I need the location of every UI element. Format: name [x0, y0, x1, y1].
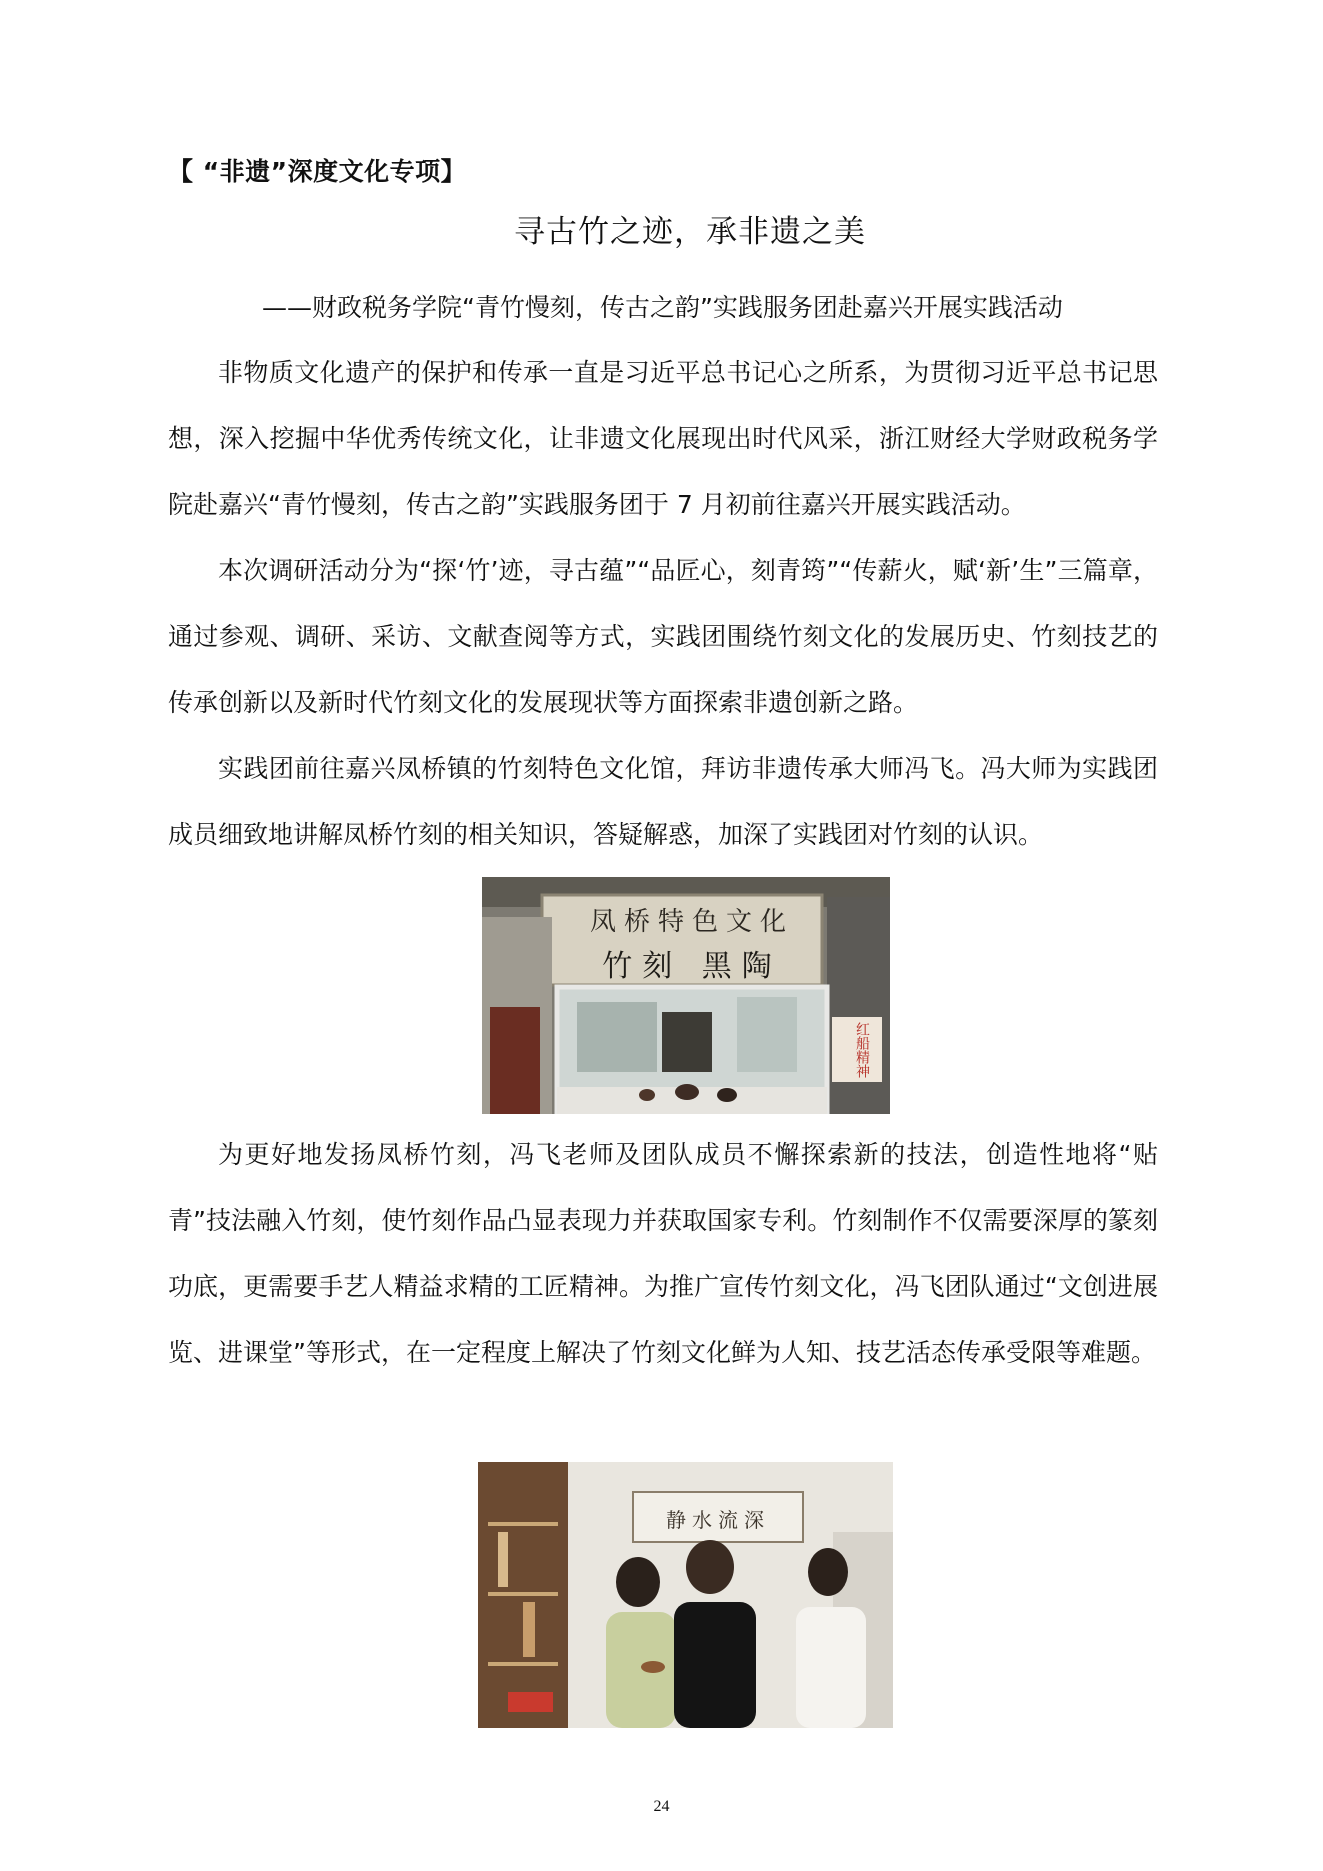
paragraph-4: 为更好地发扬凤桥竹刻，冯飞老师及团队成员不懈探索新的技法，创造性地将“贴青”技法融入竹刻，使竹刻作品凸显表现力并获取国家专利。竹刻制作不仅需要深厚的篆刻功底，更需要手艺人精益求精的工匠精神。为推广宣传竹刻文化，冯飞团队通过“文创进展览、进课堂”等形式，在一定程度上解决了竹刻文化鲜为人知、技艺活态传承受限等难题。 — [168, 1140, 1158, 1367]
page-number: 24 — [653, 1798, 670, 1815]
shop-sign-line2: 竹刻 黑陶 — [602, 949, 782, 984]
article-subtitle: ——财政税务学院“青竹慢刻，传古之韵”实践服务团赴嘉兴开展实践活动 — [262, 293, 1063, 322]
banner-text: 红船精神 — [854, 1022, 870, 1078]
photo-visit-art — [478, 1462, 893, 1728]
article-title: 寻古竹之迹，承非遗之美 — [514, 214, 866, 250]
photo-shop-front — [482, 877, 890, 1114]
paragraph-2: 本次调研活动分为“探‘竹’迹，寻古蕴”“品匠心，刻青筠”“传薪火，赋‘新’生”三篇章，通过参观、调研、采访、文献查阅等方式，实践团围绕竹刻文化的发展历史、竹刻技艺的传承创新以及新时代竹刻文化的发展现状等方面探索非遗创新之路。 — [168, 556, 1158, 717]
section-tag: 【 “非遗”深度文化专项】 — [168, 157, 467, 186]
calligraphy-scroll: 静水流深 — [666, 1508, 770, 1532]
paragraph-1: 非物质文化遗产的保护和传承一直是习近平总书记心之所系，为贯彻习近平总书记思想，深入挖掘中华优秀传统文化，让非遗文化展现出时代风采，浙江财经大学财政税务学院赴嘉兴“青竹慢刻，传古之韵”实践服务团于 7 月初前往嘉兴开展实践活动。 — [168, 358, 1158, 519]
shop-sign-line1: 凤桥特色文化 — [589, 907, 794, 937]
paragraph-3: 实践团前往嘉兴凤桥镇的竹刻特色文化馆，拜访非遗传承大师冯飞。冯大师为实践团成员细致地讲解凤桥竹刻的相关知识，答疑解惑，加深了实践团对竹刻的认识。 — [168, 754, 1158, 849]
photo-visit — [478, 1462, 893, 1728]
